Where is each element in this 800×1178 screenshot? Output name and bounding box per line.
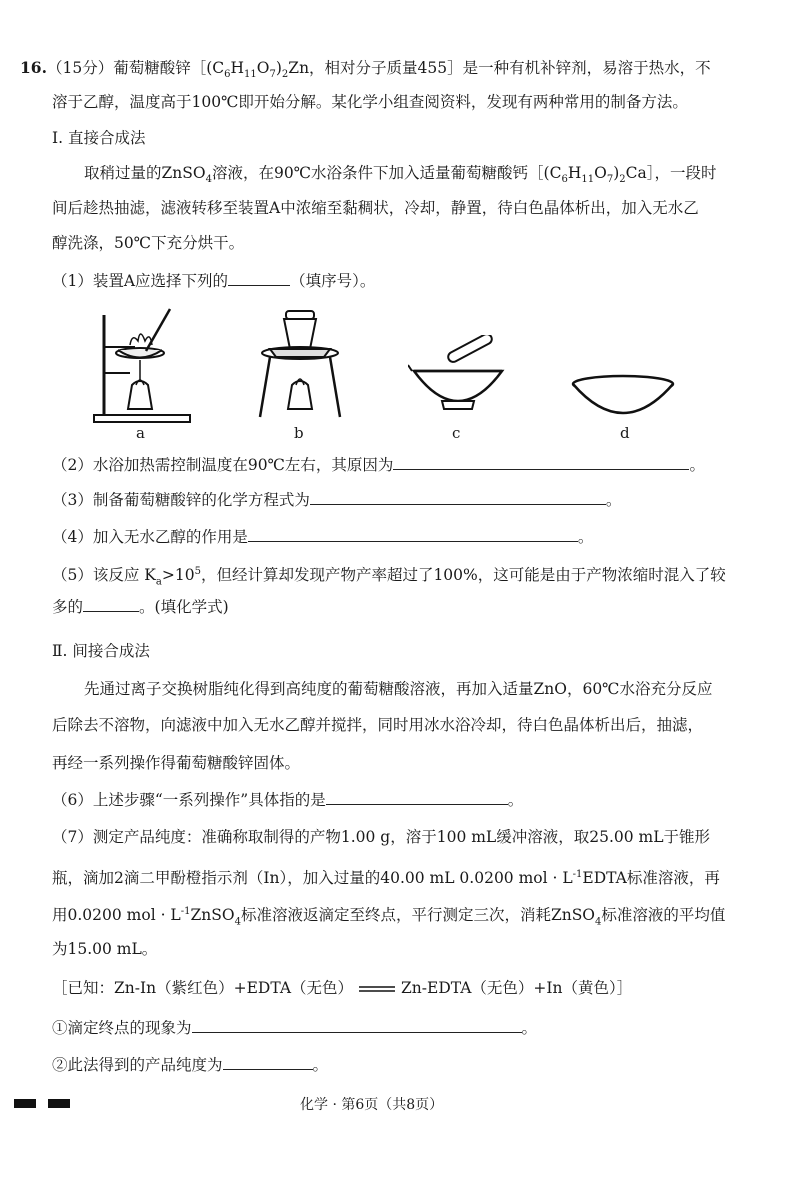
answer-blank[interactable] [192,1018,522,1033]
q16-line1 [20,57,711,86]
intro-text: 葡萄糖酸锌［(C [113,59,225,77]
question-text: ①滴定终点的现象为 [52,1019,192,1037]
subscript: 2 [281,69,289,81]
answer-blank[interactable] [248,527,578,542]
question-5-line1 [52,561,726,593]
question-number: 16. [20,58,47,77]
question-text: 瓶，滴加2滴二甲酚橙指示剂（In），加入过量的40.00 mL 0.0200 mol · L [52,869,573,888]
subscript: 6 [224,69,231,81]
question-text: 标准溶液返滴定至终点，平行测定三次，消耗ZnSO [240,906,596,925]
equation-text: Zn-EDTA（无色）+In（黄色）］ [401,979,633,997]
answer-blank[interactable] [326,790,508,805]
intro-text: O [256,59,270,77]
apparatus-c-mortar [408,335,508,417]
question-text: （6）上述步骤“一系列操作”具体指的是 [52,791,326,809]
question-text: 标准溶液的平均值 [601,906,726,925]
question-7-line1: （7）测定产品纯度：准确称取制得的产物1.00 g，溶于100 mL缓冲溶液，取25.00 mL于锥形 [52,828,711,846]
subscript: 6 [561,174,568,186]
part2-para-line3: 再经一系列操作得葡萄糖酸锌固体。 [52,754,301,772]
question-text: ，但经计算却发现产物产率超过了100%，这可能是由于产物浓缩时混入了较 [200,566,726,585]
subscript: 2 [619,174,626,186]
question-1 [52,270,375,292]
question-text: （3）制备葡萄糖酸锌的化学方程式为 [52,491,310,509]
label-d: d [620,424,630,442]
question-text: （填序号）。 [290,272,376,290]
question-text: 。 [312,1056,329,1074]
question-4 [52,526,593,548]
para-text: 溶液，在90℃水浴条件下加入适量葡萄糖酸钙［(C [211,164,562,182]
sub-question-2 [52,1054,328,1076]
question-text: ②此法得到的产品纯度为 [52,1056,223,1074]
subscript: 11 [244,69,257,81]
question-7-line4: 为15.00 mL。 [52,940,158,958]
question-score: （15分） [46,59,114,77]
part2-title: Ⅱ. 间接合成法 [52,642,150,660]
superscript: -1 [180,906,191,917]
intro-text: ) [275,59,282,77]
question-text: （4）加入无水乙醇的作用是 [52,528,248,546]
question-text: （5）该反应 K [52,566,156,585]
superscript: 5 [194,566,201,577]
intro-text: Zn，相对分子质量455］是一种有机补锌剂，易溶于热水，不 [288,59,711,77]
question-2 [52,454,705,476]
page-footer: 化学 · 第6页（共8页） [300,1097,444,1113]
part1-title: Ⅰ. 直接合成法 [52,129,146,147]
answer-blank[interactable] [393,455,689,470]
intro-text: H [230,59,245,77]
question-text: （2）水浴加热需控制温度在90℃左右，其原因为 [52,456,394,474]
equation-text: ［已知：Zn-In（紫红色）+EDTA（无色） [52,979,354,997]
part1-para-line1 [84,162,716,191]
apparatus-d-evaporating-dish [568,372,678,420]
label-c: c [452,424,461,442]
question-text: 。 [507,791,524,809]
question-text: EDTA标准溶液，再 [582,869,720,888]
subscript: 4 [205,174,212,186]
question-6 [52,789,523,811]
sub-question-1 [52,1017,537,1039]
answer-blank[interactable] [310,490,606,505]
subscript: 11 [581,174,595,186]
question-text: >10 [161,566,195,585]
superscript: -1 [572,869,583,880]
para-text: Ca］，一段时 [625,164,717,182]
question-3 [52,489,621,511]
part1-para-line2: 间后趁热抽滤，滤液转移至装置A中浓缩至黏稠状，冷却，静置，待白色晶体析出，加入无水乙 [52,199,699,217]
registration-mark [48,1099,70,1108]
label-b: b [294,424,304,442]
subscript: 4 [595,916,602,928]
para-text: H [567,164,582,182]
question-7-line3 [52,901,725,933]
question-text: 多的 [52,598,84,616]
part2-para-line2: 后除去不溶物，向滤液中加入无水乙醇并搅拌，同时用冰水浴冷却，待白色晶体析出后，抽滤， [52,716,704,734]
subscript: 7 [606,174,614,186]
question-5-line2 [52,596,229,618]
para-text: O [594,164,607,182]
question-text: 用0.0200 mol · L [52,906,181,925]
answer-blank[interactable] [223,1055,313,1070]
para-text: ) [613,164,620,182]
part2-para-line1: 先通过离子交换树脂纯化得到高纯度的葡萄糖酸溶液，再加入适量ZnO，60℃水浴充分反应 [84,680,713,698]
answer-blank[interactable] [83,597,139,612]
part1-para-line3: 醇洗涤，50℃下充分烘干。 [52,234,245,252]
apparatus-a-evaporating-dish [90,305,200,425]
equilibrium-sign-icon [357,984,397,994]
registration-mark [14,1099,36,1108]
subscript: a [155,576,162,588]
known-equation [52,977,632,999]
q16-line2: 溶于乙醇，温度高于100℃即开始分解。某化学小组查阅资料，发现有两种常用的制备方法。 [52,93,688,111]
subscript: 4 [234,916,241,928]
question-text: 。 [577,528,594,546]
question-text: ZnSO [190,906,235,925]
subscript: 7 [269,69,276,81]
label-a: a [136,424,145,442]
question-7-line2 [52,864,720,889]
question-text: 。 [521,1019,538,1037]
para-text: 取稍过量的ZnSO [84,164,206,182]
apparatus-b-crucible [250,305,350,425]
answer-blank[interactable] [228,271,290,286]
question-text: 。 [605,491,622,509]
question-text: 。(填化学式) [139,598,229,616]
question-text: 。 [689,456,705,474]
question-text: （1）装置A应选择下列的 [52,272,229,290]
